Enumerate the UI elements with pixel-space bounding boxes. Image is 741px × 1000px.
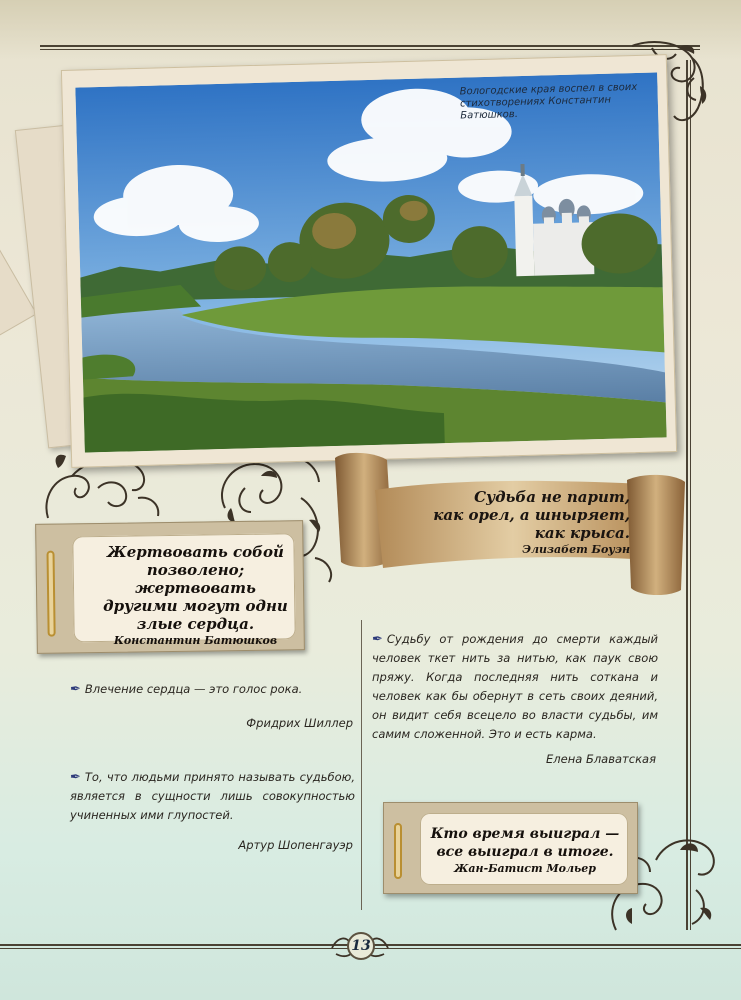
quote-card-left-line: другими могут одни: [103, 597, 288, 615]
scroll-quote: [395, 488, 630, 558]
frame-line-right-inner: [690, 60, 691, 930]
quill-flourish-icon: ✒: [372, 632, 383, 647]
quote-text: Судьбу от рождения до смерти каждый человек ткет нить за нитью, как паук свою пряжу. Когда последняя нить соткана и человек как бы обернут в сеть своих деяний, он видит себя всецело во власти судьбы, им самим сложенной. Это и есть карма.: [372, 632, 658, 741]
quote-card-right-line: все выиграл в итоге.: [436, 844, 614, 860]
page-number: 13: [347, 932, 375, 960]
quote-card-left-line: Жертвовать собой: [107, 543, 284, 561]
quote-card-left-text: [88, 543, 303, 648]
scroll-quote-line: как крыса.: [534, 524, 630, 542]
quote-card-left-line: позволено; жертвовать: [135, 561, 256, 597]
binder-ring-icon: [394, 823, 402, 879]
quill-flourish-icon: ✒: [70, 682, 81, 697]
scroll-quote-line: как орел, а шныряет,: [433, 506, 630, 524]
quote-shiller: [70, 680, 355, 699]
quote-card-left-author: Константин Батюшков: [113, 634, 278, 647]
quote-blavatsky: [372, 630, 658, 744]
frame-line-top-inner: [40, 49, 700, 50]
quote-card-left-line: злые сердца.: [136, 615, 255, 633]
quote-card-right-author: Жан-Батист Мольер: [454, 862, 596, 875]
photo-caption: Вологодские края воспел в своих стихотворениях Константин Батюшков.: [459, 81, 638, 122]
column-divider: [361, 620, 362, 910]
scroll-quote-line: Судьба не парит,: [474, 488, 630, 506]
quill-flourish-icon: ✒: [70, 770, 81, 785]
quote-author: Елена Блаватская: [546, 752, 656, 766]
landscape-photo: [75, 72, 666, 452]
quote-schopenhauer: [70, 768, 355, 825]
quote-text: То, что людьми принято называть судьбою, является в сущности лишь совокупностью учиненных ими глупостей.: [70, 770, 355, 822]
quote-author: Артур Шопенгауэр: [238, 838, 353, 852]
binder-ring-icon: [46, 551, 55, 637]
scroll-quote-author: Элизабет Боуэн: [522, 543, 630, 556]
quote-card-right-text: [424, 825, 626, 876]
quote-author: Фридрих Шиллер: [246, 716, 353, 730]
frame-line-top: [40, 45, 700, 47]
quote-text: Влечение сердца — это голос рока.: [84, 682, 303, 696]
quote-card-right-line: Кто время выиграл —: [430, 826, 620, 842]
